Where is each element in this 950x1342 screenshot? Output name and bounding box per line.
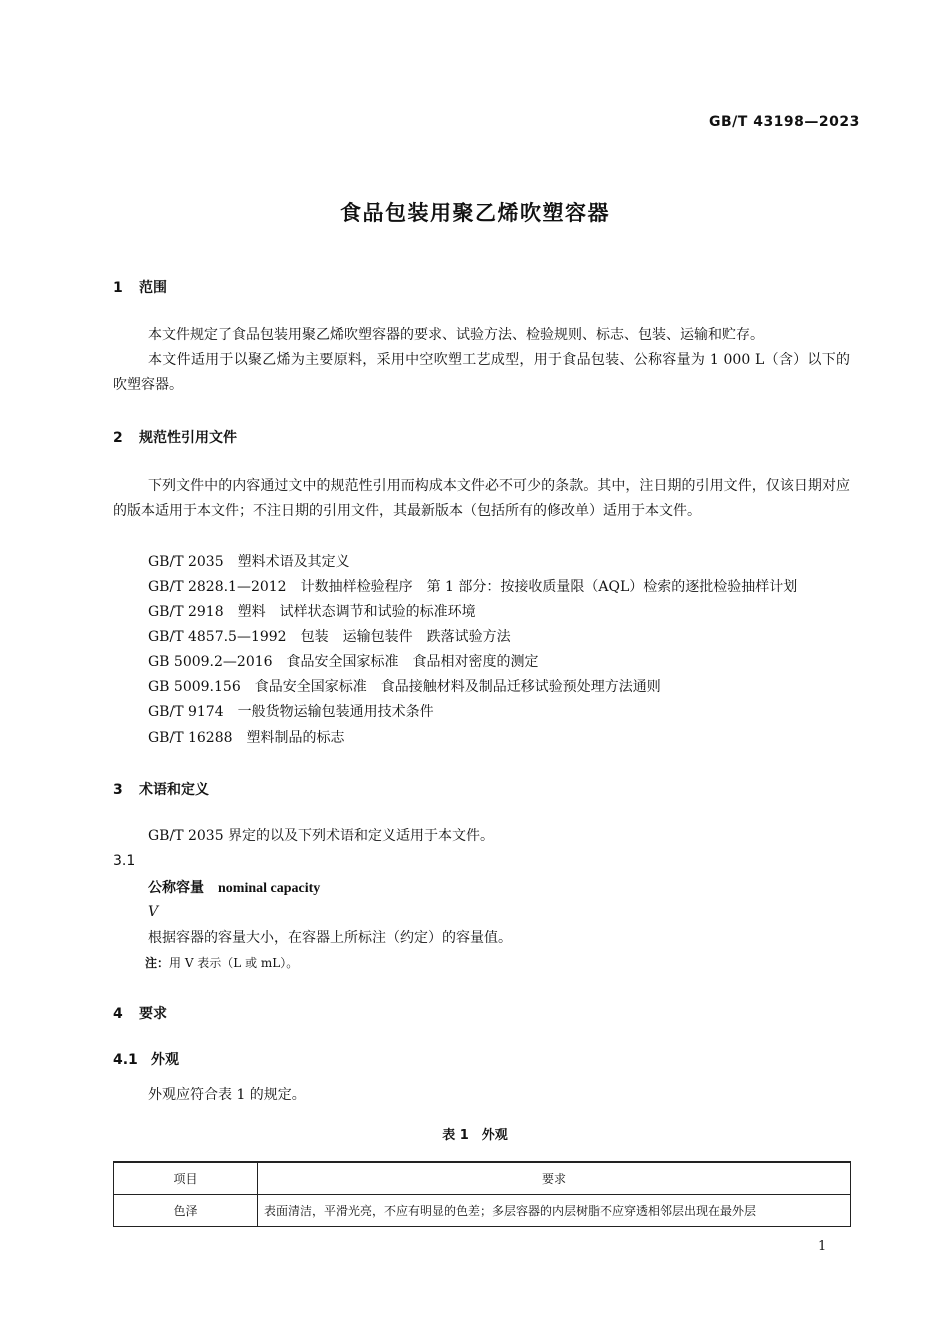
reference-title: 塑料 试样状态调节和试验的标准环境 — [237, 604, 476, 620]
term-number: 3.1 — [113, 853, 136, 869]
section-2-heading — [113, 427, 237, 447]
reference-item — [148, 676, 661, 696]
reference-code: GB/T 2035 — [148, 554, 224, 570]
reference-item — [148, 551, 350, 571]
reference-code: GB 5009.2—2016 — [148, 654, 273, 670]
table-header-row — [114, 1162, 851, 1195]
term-chinese: 公称容量 — [148, 880, 204, 896]
term-english: nominal capacity — [218, 881, 321, 896]
table-header-item: 项目 — [114, 1162, 258, 1195]
section-title: 术语和定义 — [139, 782, 209, 798]
section-4-heading — [113, 1003, 167, 1023]
reference-code: GB/T 16288 — [148, 730, 233, 746]
reference-item — [148, 576, 797, 596]
table-cell-requirement: 表面清洁，平滑光亮，不应有明显的色差；多层容器的内层树脂不应穿透相邻层出现在最外层 — [258, 1195, 851, 1227]
section-3-heading — [113, 779, 209, 799]
term-symbol: V — [148, 904, 159, 920]
reference-item — [148, 651, 539, 671]
section-3-intro: GB/T 2035 界定的以及下列术语和定义适用于本文件。 — [148, 828, 495, 844]
reference-code: GB/T 2918 — [148, 604, 224, 620]
reference-title: 食品安全国家标准 食品接触材料及制品迁移试验预处理方法通则 — [254, 679, 661, 695]
section-number: 3 — [113, 782, 123, 798]
section-number: 2 — [113, 430, 123, 446]
subsection-4-1-text: 外观应符合表 1 的规定。 — [148, 1087, 306, 1103]
section-1-heading — [113, 277, 167, 297]
reference-title: 一般货物运输包装通用技术条件 — [237, 704, 434, 720]
section-1-paragraph-2: 本文件适用于以聚乙烯为主要原料，采用中空吹塑工艺成型，用于食品包装、公称容量为 1 000 L（含）以下的吹塑容器。 — [113, 352, 850, 393]
reference-item — [148, 727, 345, 747]
reference-code: GB/T 9174 — [148, 704, 224, 720]
reference-code: GB 5009.156 — [148, 679, 241, 695]
reference-title: 塑料术语及其定义 — [237, 554, 350, 570]
section-number: 1 — [113, 280, 123, 296]
section-2-intro: 下列文件中的内容通过文中的规范性引用而构成本文件必不可少的条款。其中，注日期的引用文件，仅该日期对应的版本适用于本文件；不注日期的引用文件，其最新版本（包括所有的修改单）适用于本文件。 — [113, 478, 850, 519]
note-label: 注： — [145, 956, 170, 970]
term-note — [145, 954, 298, 971]
reference-item — [148, 701, 434, 721]
term-definition: 根据容器的容量大小，在容器上所标注（约定）的容量值。 — [148, 930, 512, 946]
section-1-paragraph-1: 本文件规定了食品包装用聚乙烯吹塑容器的要求、试验方法、检验规则、标志、包装、运输和贮存。 — [148, 327, 764, 343]
note-text: 用 V 表示（L 或 mL）。 — [169, 956, 299, 970]
reference-title: 包装 运输包装件 跌落试验方法 — [300, 629, 511, 645]
table-row — [114, 1195, 851, 1227]
section-title: 规范性引用文件 — [139, 430, 237, 446]
document-title: 食品包装用聚乙烯吹塑容器 — [340, 201, 610, 225]
subsection-title: 外观 — [151, 1052, 179, 1068]
reference-title: 塑料制品的标志 — [246, 730, 345, 746]
appearance-table — [113, 1161, 851, 1227]
subsection-number: 4.1 — [113, 1052, 138, 1068]
reference-code: GB/T 2828.1—2012 — [148, 579, 287, 595]
reference-item — [148, 626, 511, 646]
section-title: 要求 — [139, 1006, 167, 1022]
table-title: 表 1 外观 — [442, 1128, 508, 1143]
reference-item — [148, 601, 476, 621]
reference-code: GB/T 4857.5—1992 — [148, 629, 287, 645]
standard-code: GB/T 43198—2023 — [709, 114, 860, 130]
table-header-requirement: 要求 — [258, 1162, 851, 1195]
table-cell-item: 色泽 — [114, 1195, 258, 1227]
reference-title: 食品安全国家标准 食品相对密度的测定 — [286, 654, 539, 670]
page-number: 1 — [818, 1239, 827, 1254]
subsection-4-1-heading — [113, 1049, 179, 1069]
reference-title: 计数抽样检验程序 第 1 部分：按接收质量限（AQL）检索的逐批检验抽样计划 — [300, 579, 798, 595]
term-heading — [148, 876, 320, 901]
section-title: 范围 — [139, 280, 167, 296]
section-number: 4 — [113, 1006, 123, 1022]
